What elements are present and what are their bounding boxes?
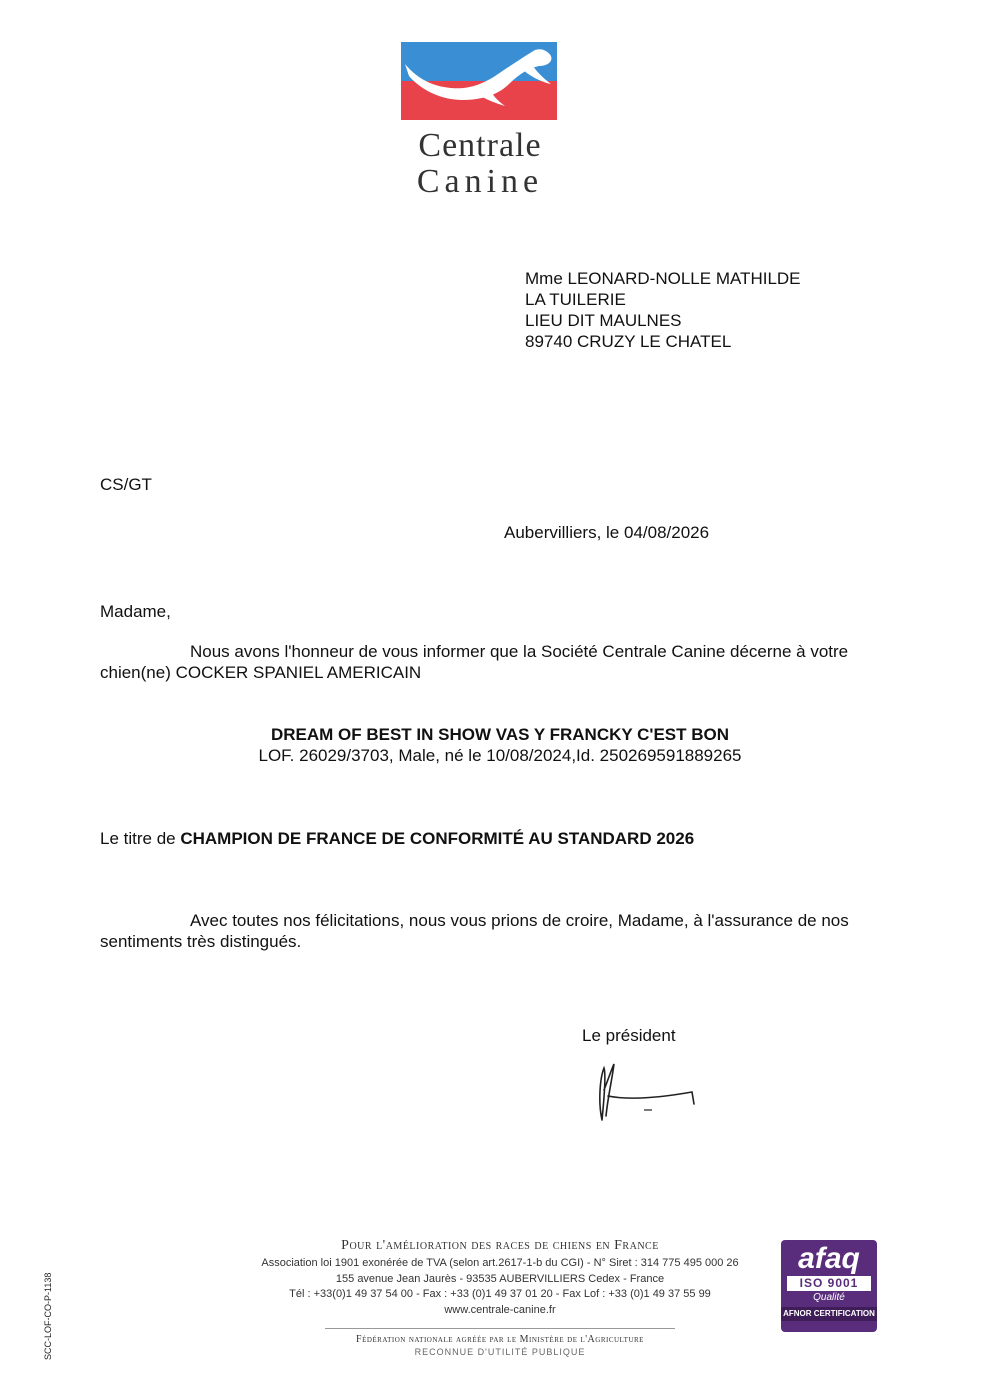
document-code: SCC-LOF-CO-P-1138 xyxy=(43,1272,53,1360)
award-title xyxy=(100,828,694,849)
dog-details: LOF. 26029/3703, Male, né le 10/08/2024,Id. 250269591889265 xyxy=(258,746,742,765)
reference-code: CS/GT xyxy=(100,475,152,494)
afaq-brand: afaq xyxy=(798,1242,860,1275)
footer-federation: Fédération nationale agréée par le Ministère de l'Agriculture xyxy=(356,1334,644,1345)
leaping-dog-logo xyxy=(401,42,557,120)
dog-info xyxy=(100,724,900,766)
salutation: Madame, xyxy=(100,602,171,621)
award-name: CHAMPION DE FRANCE DE CONFORMITÉ AU STANDARD 2026 xyxy=(180,829,695,848)
recipient-line-2: LA TUILERIE xyxy=(525,290,626,309)
footer-legal: Association loi 1901 exonérée de TVA (selon art.2617-1-b du CGI) - N° Siret : 314 775 495 000 26 xyxy=(261,1257,739,1269)
closing-line-2: sentiments très distingués. xyxy=(100,932,302,951)
award-prefix: Le titre de xyxy=(100,829,176,848)
recipient-address xyxy=(525,268,801,352)
afaq-quality: Qualité xyxy=(813,1292,845,1303)
afaq-issuer: AFNOR CERTIFICATION xyxy=(781,1307,877,1321)
recipient-line-3: LIEU DIT MAULNES xyxy=(525,311,682,330)
footer-address: 155 avenue Jean Jaurès - 93535 AUBERVILLIERS Cedex - France xyxy=(335,1272,665,1285)
afaq-standard: ISO 9001 xyxy=(787,1276,871,1291)
logo-wordmark xyxy=(380,128,580,200)
signatory-title: Le président xyxy=(582,1026,676,1045)
closing-paragraph xyxy=(100,910,890,952)
recipient-name: Mme LEONARD-NOLLE MATHILDE xyxy=(525,269,801,288)
intro-line-2: chien(ne) COCKER SPANIEL AMERICAIN xyxy=(100,663,422,682)
afaq-certification-badge xyxy=(781,1240,877,1332)
intro-line-1: Nous avons l'honneur de vous informer que la Société Centrale Canine décerne à votre xyxy=(190,642,849,661)
closing-line-1: Avec toutes nos félicitations, nous vous prions de croire, Madame, à l'assurance de nos xyxy=(190,911,849,930)
logo-line-1: Centrale xyxy=(418,127,542,164)
handwritten-signature xyxy=(588,1060,698,1124)
footer-tagline: Pour l'amélioration des races de chiens en France xyxy=(341,1238,659,1253)
footer-phone: Tél : +33(0)1 49 37 54 00 - Fax : +33 (0)1 49 37 01 20 - Fax Lof : +33 (0)1 49 37 55 99 xyxy=(289,1288,711,1300)
intro-paragraph xyxy=(100,641,890,683)
recipient-city: 89740 CRUZY LE CHATEL xyxy=(525,332,732,351)
logo-line-2: Canine xyxy=(416,163,544,200)
footer-website: www.centrale-canine.fr xyxy=(444,1303,556,1316)
footer xyxy=(200,1236,800,1358)
footer-divider xyxy=(325,1328,675,1329)
date-line: Aubervilliers, le 04/08/2026 xyxy=(504,523,710,542)
dog-name: DREAM OF BEST IN SHOW VAS Y FRANCKY C'EST BON xyxy=(270,725,730,744)
footer-recognition: RECONNUE D'UTILITÉ PUBLIQUE xyxy=(414,1347,586,1357)
